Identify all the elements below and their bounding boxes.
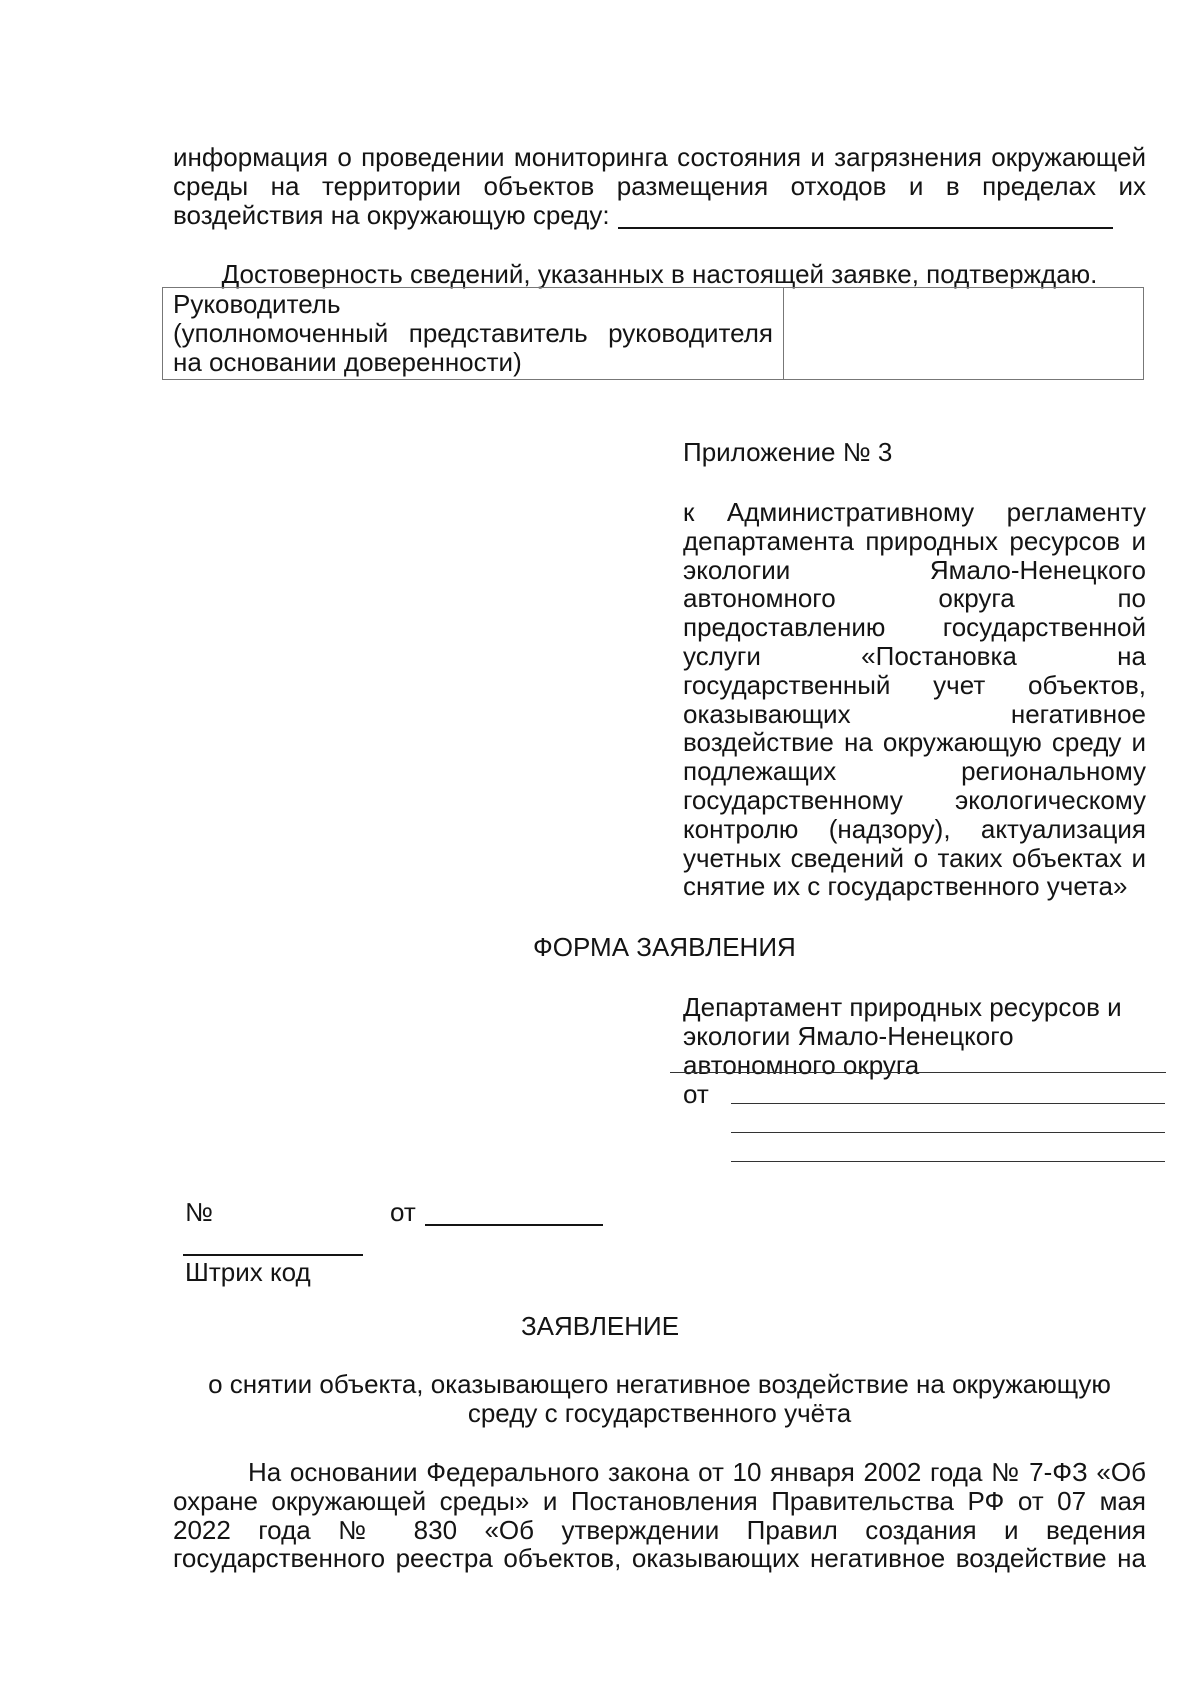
signatory-line-2: (уполномоченный представитель руководителя bbox=[173, 318, 773, 348]
statement-subtitle bbox=[173, 1370, 1146, 1428]
barcode-field-line[interactable] bbox=[183, 1254, 363, 1256]
statement-body-line: На основании Федерального закона от 10 января 2002 года № 7-ФЗ «Об bbox=[248, 1457, 1146, 1487]
appendix-line: услуги «Постановка на bbox=[683, 640, 1146, 671]
from-field-line-1[interactable] bbox=[731, 1103, 1165, 1104]
monitoring-line-2: среды на территории объектов размещения отходов и в пределах их bbox=[173, 171, 1146, 201]
appendix-text bbox=[683, 498, 1146, 901]
appendix-line: контролю (надзору), актуализация bbox=[683, 813, 1146, 844]
appendix-line: департамента природных ресурсов и bbox=[683, 525, 1146, 556]
signature-table bbox=[162, 287, 1144, 380]
statement-body bbox=[173, 1458, 1146, 1573]
signatory-line-1: Руководитель bbox=[173, 289, 341, 319]
appendix-line: оказывающих негативное bbox=[683, 698, 1146, 729]
appendix-title: Приложение № 3 bbox=[683, 437, 893, 467]
addressee-line-3: автономного округа bbox=[683, 1050, 920, 1080]
statement-body-line: государственного реестра объектов, оказывающих негативное воздействие на bbox=[173, 1543, 1146, 1574]
statement-body-line: охране окружающей среды» и Постановления Правительства РФ от 07 мая bbox=[173, 1485, 1146, 1516]
monitoring-paragraph bbox=[173, 143, 1146, 230]
number-label: № bbox=[185, 1197, 213, 1227]
statement-body-line: 2022 года № 830 «Об утверждении Правил создания и ведения bbox=[173, 1514, 1146, 1545]
monitoring-line-3-wrap bbox=[173, 201, 1146, 230]
addressee-line-2: экологии Ямало-Ненецкого bbox=[683, 1021, 1014, 1051]
addressee-line-1: Департамент природных ресурсов и bbox=[683, 992, 1122, 1022]
appendix-line: учетных сведений о таких объектах и bbox=[683, 842, 1146, 873]
date-field-line[interactable] bbox=[425, 1224, 603, 1226]
from-field-line-3[interactable] bbox=[731, 1161, 1165, 1162]
appendix-line: автономного округа по bbox=[683, 583, 1146, 614]
statement-title: ЗАЯВЛЕНИЕ bbox=[520, 1311, 680, 1341]
form-title: ФОРМА ЗАЯВЛЕНИЯ bbox=[533, 932, 796, 962]
appendix-line: подлежащих региональному bbox=[683, 756, 1146, 787]
barcode-label: Штрих код bbox=[185, 1257, 311, 1287]
signatory-cell bbox=[163, 288, 784, 380]
appendix-line: государственный учет объектов, bbox=[683, 669, 1146, 700]
appendix-line: экологии Ямало-Ненецкого bbox=[683, 554, 1146, 585]
monitoring-line-3: воздействия на окружающую среду: bbox=[173, 200, 610, 230]
statement-subtitle-line-1: о снятии объекта, оказывающего негативное воздействие на окружающую bbox=[208, 1369, 1111, 1399]
appendix-line: государственному экологическому bbox=[683, 784, 1146, 815]
from-label: от bbox=[683, 1079, 709, 1109]
date-label: от bbox=[390, 1197, 416, 1227]
appendix-line: к Административному регламенту bbox=[683, 497, 1146, 527]
appendix-line: воздействие на окружающую среду и bbox=[683, 727, 1146, 758]
confirmation-text: Достоверность сведений, указанных в настоящей заявке, подтверждаю. bbox=[221, 259, 1098, 289]
addressee-underline bbox=[670, 1072, 1166, 1073]
addressee bbox=[683, 993, 1163, 1080]
appendix-line: предоставлению государственной bbox=[683, 612, 1146, 643]
signatory-line-3: на основании доверенности) bbox=[173, 347, 522, 377]
monitoring-line-1: информация о проведении мониторинга состояния и загрязнения окружающей bbox=[173, 142, 1146, 172]
statement-subtitle-line-2: среду с государственного учёта bbox=[467, 1398, 852, 1428]
appendix-line: снятие их с государственного учета» bbox=[683, 871, 1128, 902]
signature-cell[interactable] bbox=[784, 288, 1144, 380]
monitoring-fill-line[interactable] bbox=[618, 203, 1113, 229]
from-field-line-2[interactable] bbox=[731, 1132, 1165, 1133]
